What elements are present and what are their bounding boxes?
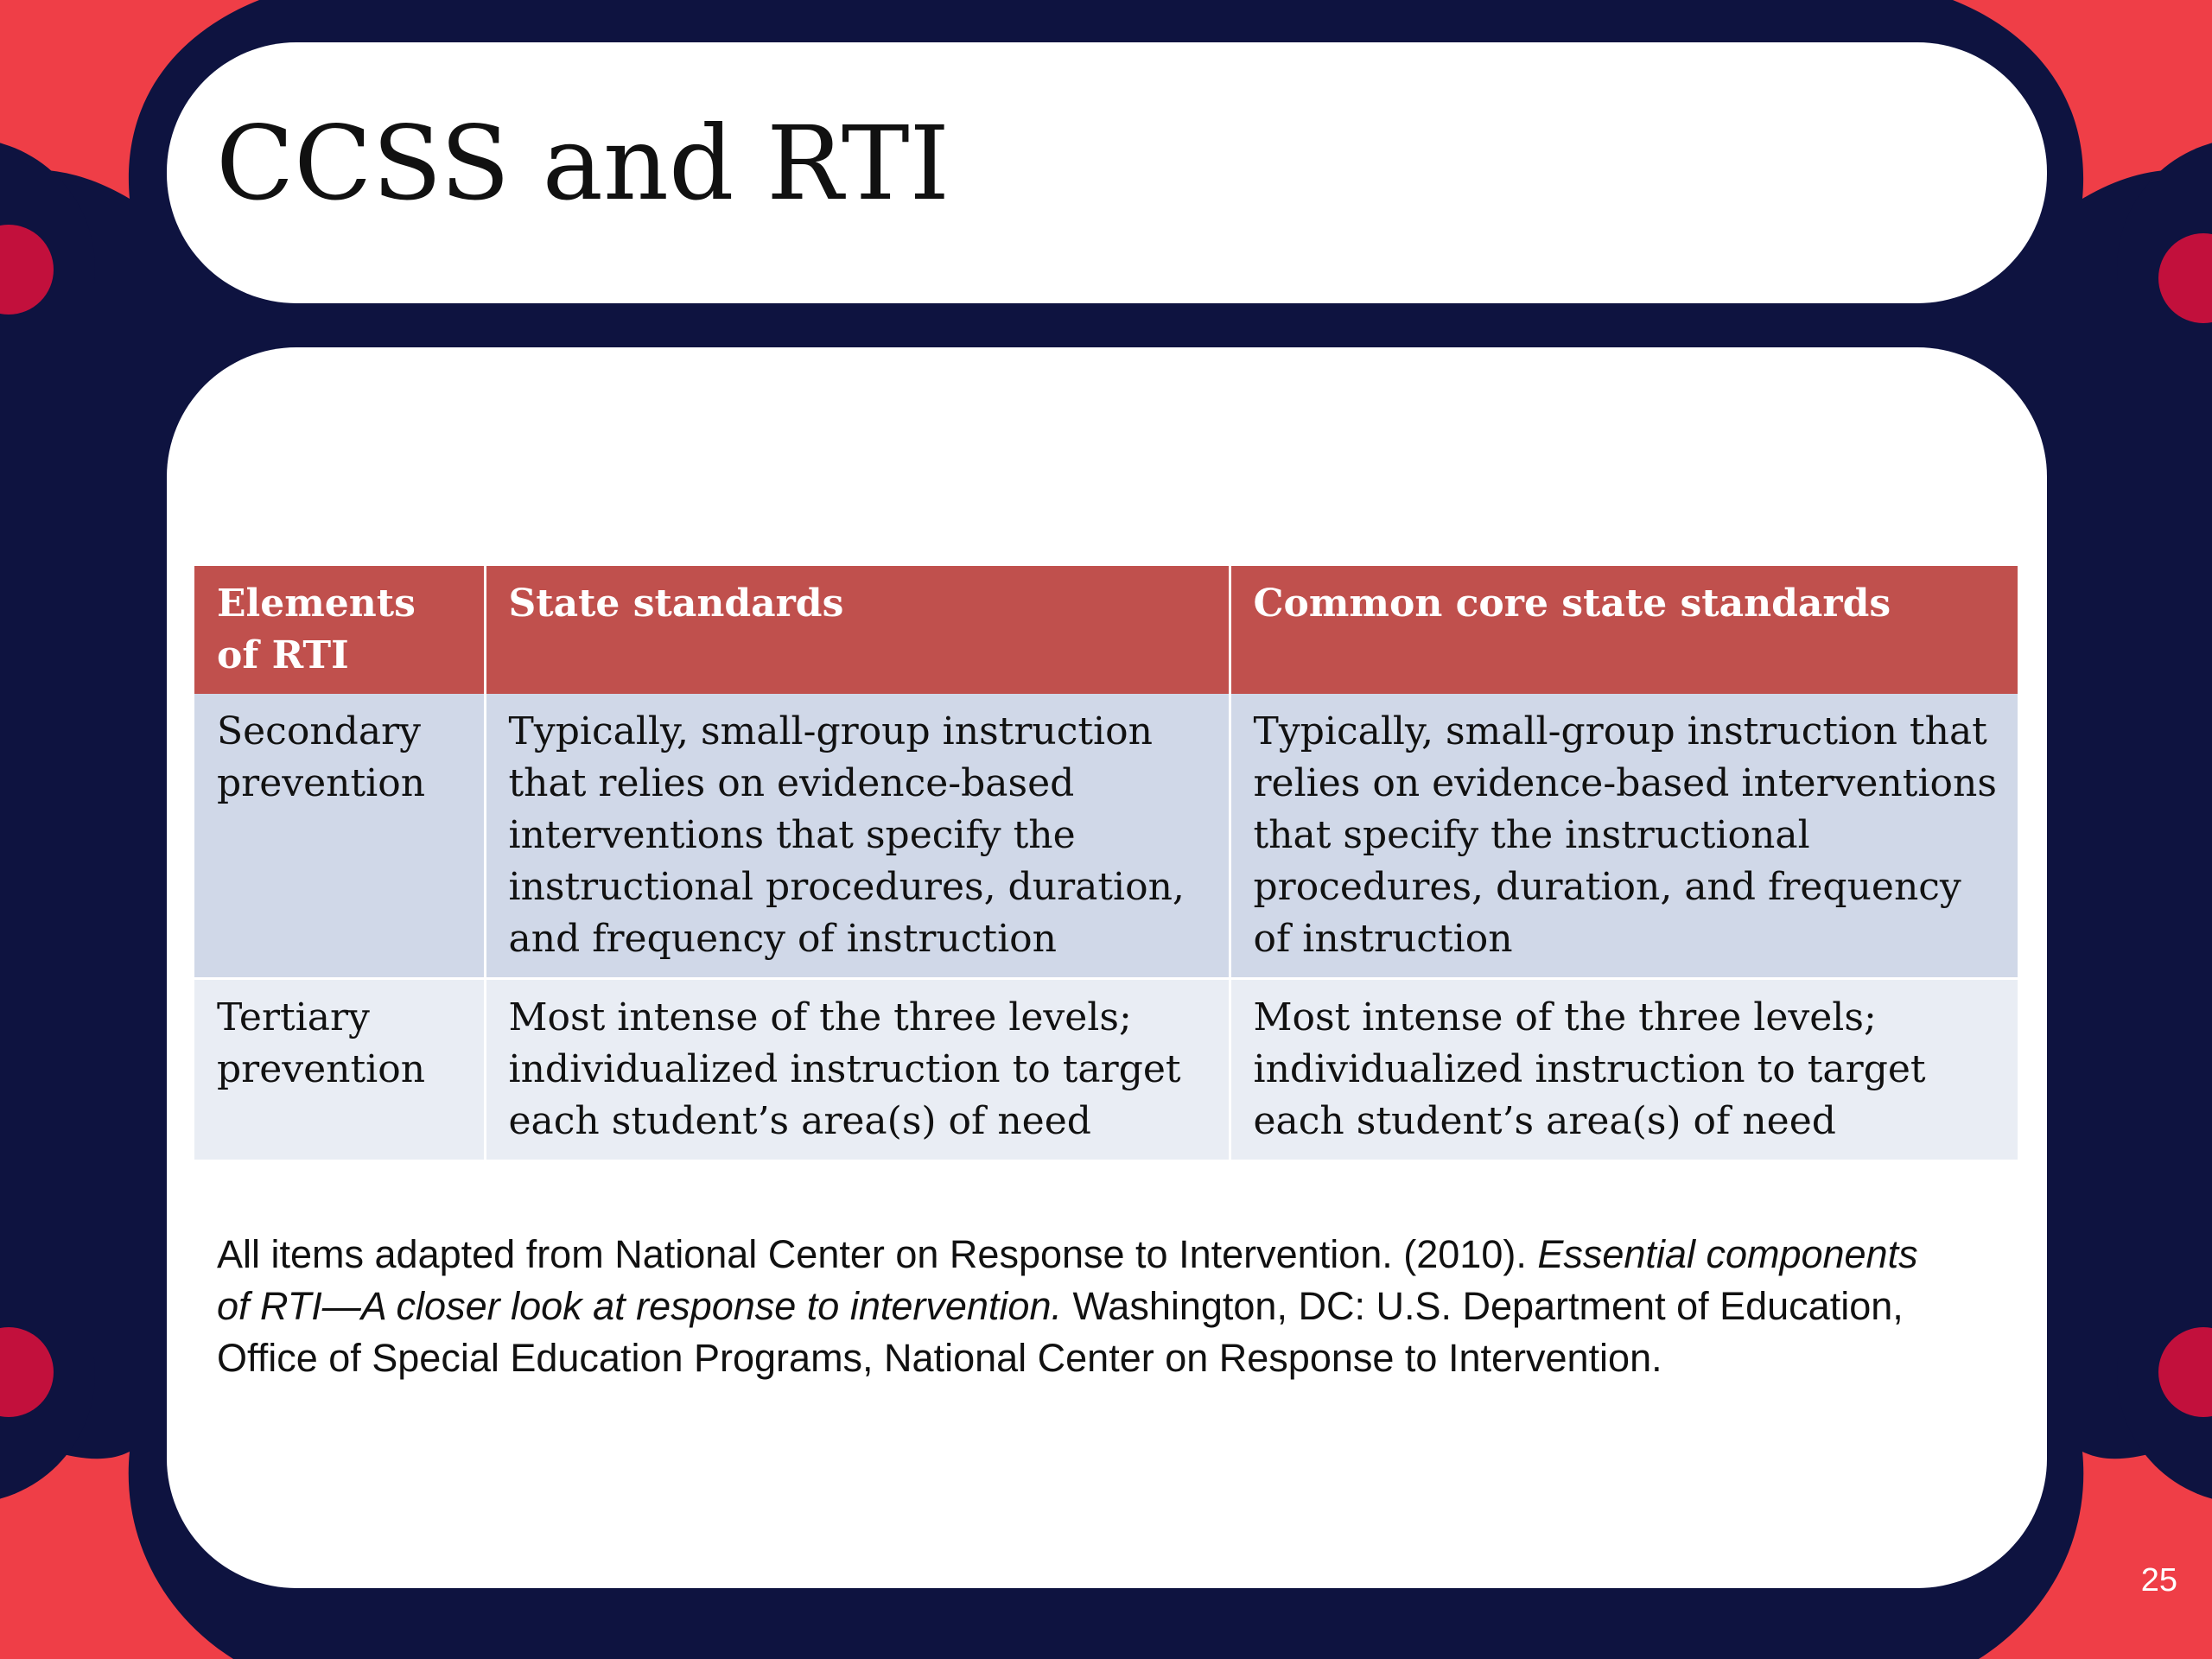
cell-state-standards: Most intense of the three levels; individualized instruction to target each student’s area(s) of need (485, 979, 1230, 1160)
citation-prefix: All items adapted from National Center on Response to Intervention. (2010). (217, 1232, 1538, 1276)
cell-common-core: Most intense of the three levels; individualized instruction to target each student’s area(s) of need (1230, 979, 2018, 1160)
rti-comparison-table (194, 566, 2018, 1160)
cell-state-standards: Typically, small-group instruction that relies on evidence-based interventions that specify the instructional procedures, duration, and frequency of instruction (485, 694, 1230, 979)
header-elements-of-rti: Elements of RTI (194, 566, 485, 694)
slide-number: 25 (2140, 1562, 2177, 1599)
source-citation (217, 1229, 1954, 1384)
cell-element: Secondary prevention (194, 694, 485, 979)
header-state-standards: State standards (485, 566, 1230, 694)
table-header-row (194, 566, 2018, 694)
table-row (194, 979, 2018, 1160)
slide-title: CCSS and RTI (216, 104, 950, 223)
citation-suffix: Washington, DC: U.S. Department of Education, Office of Special Education Programs, National Center on Response to Intervention. (217, 1284, 1904, 1380)
cell-element: Tertiary prevention (194, 979, 485, 1160)
header-common-core-standards: Common core state standards (1230, 566, 2018, 694)
table-row (194, 694, 2018, 979)
cell-common-core: Typically, small-group instruction that relies on evidence-based interventions that specify the instructional procedures, duration, and frequency of instruction (1230, 694, 2018, 979)
citation-title: Essential components of RTI—A closer look at response to intervention. (217, 1232, 1918, 1328)
